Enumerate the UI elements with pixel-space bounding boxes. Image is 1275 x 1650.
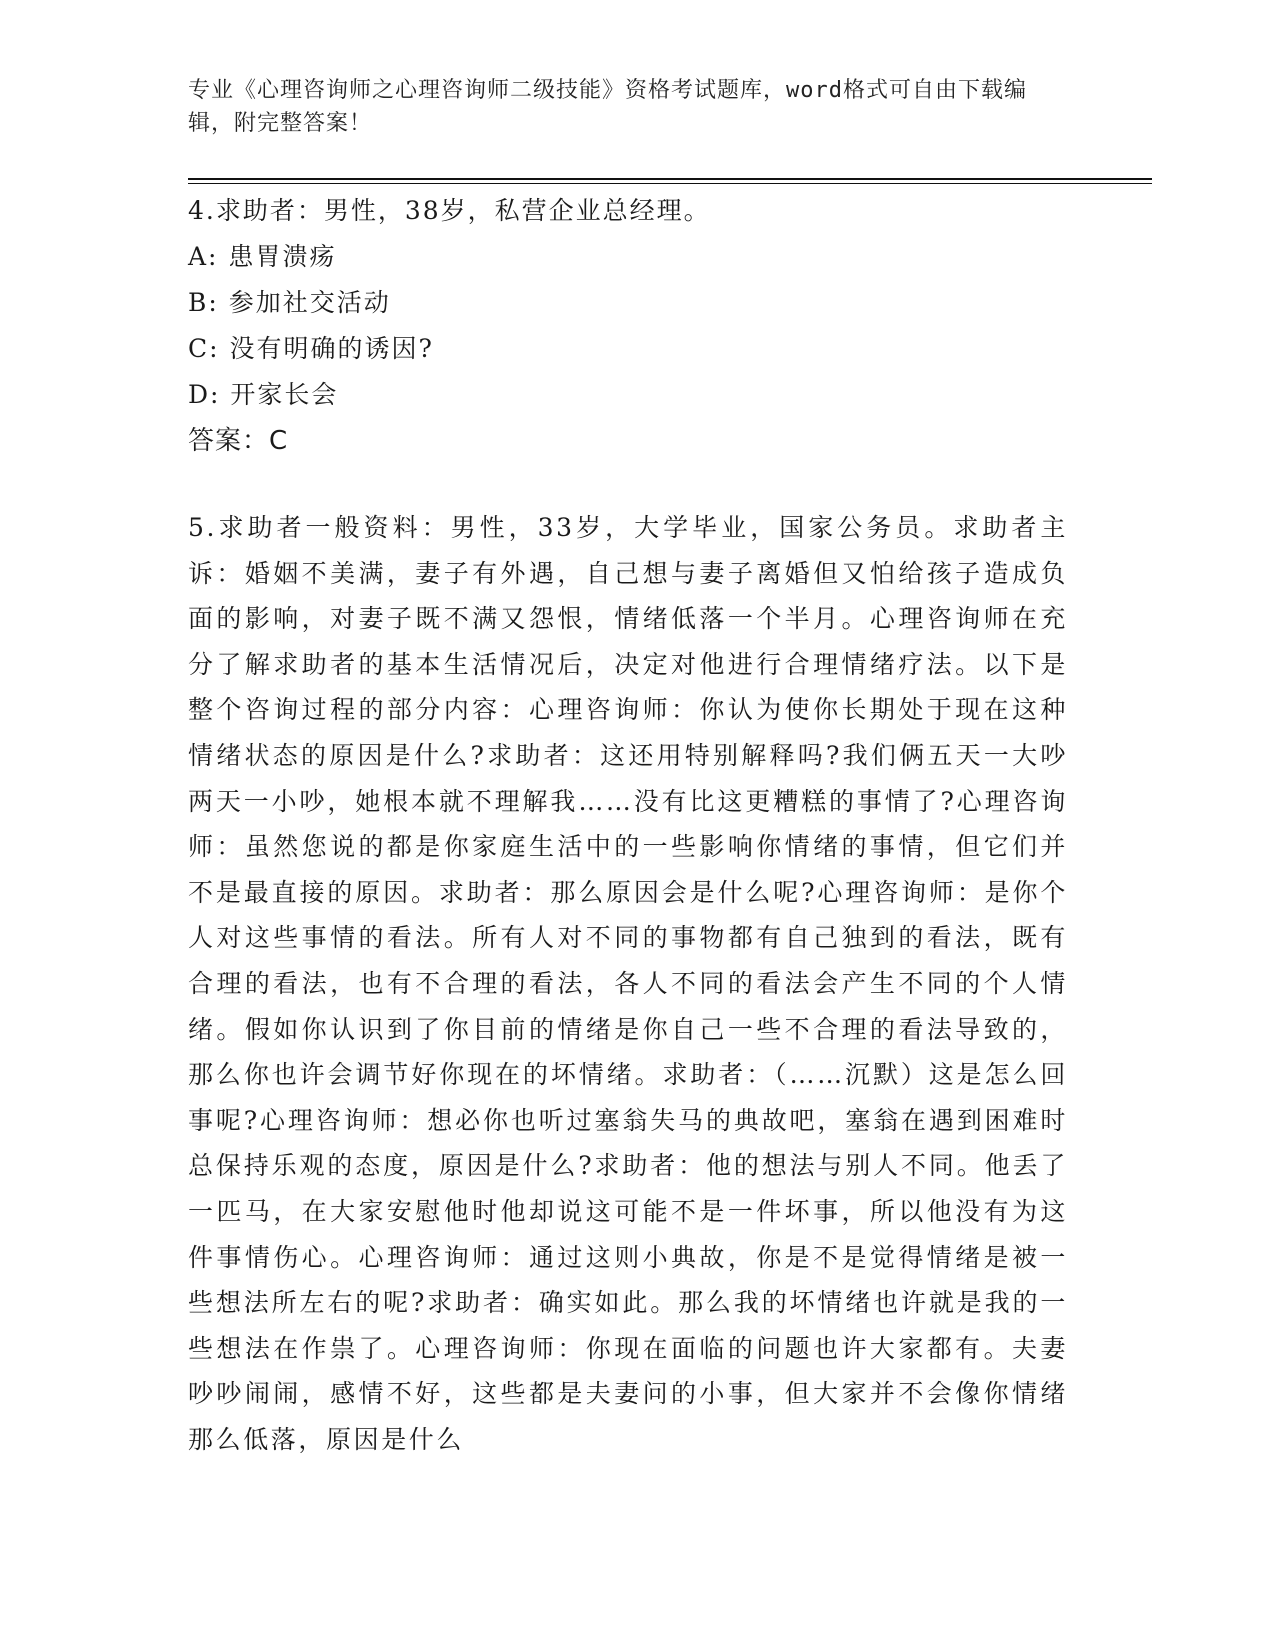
question-4-option-c: C: 没有明确的诱因?	[188, 334, 434, 363]
question-5-text: 5.求助者一般资料：男性，33岁，大学毕业，国家公务员。求助者主诉：婚姻不美满，妻子有外遇，自己想与妻子离婚但又怕给孩子造成负面的影响，对妻子既不满又怨恨，情绪低落一个半月。心理咨询师在充分了解求助者的基本生活情况后，决定对他进行合理情绪疗法。以下是整个咨询过程的部分内容：心理咨询师：你认为使你长期处于现在这种情绪状态的原因是什么?求助者：这还用特别解释吗?我们俩五天一大吵两天一小吵，她根本就不理解我……没有比这更糟糕的事情了?心理咨询师：虽然您说的都是你家庭生活中的一些影响你情绪的事情，但它们并不是最直接的原因。求助者：那么原因会是什么呢?心理咨询师：是你个人对这些事情的看法。所有人对不同的事物都有自己独到的看法，既有合理的看法，也有不合理的看法，各人不同的看法会产生不同的个人情绪。假如你认识到了你目前的情绪是你自己一些不合理的看法导致的，那么你也许会调节好你现在的坏情绪。求助者：（……沉默）这是怎么回事呢?心理咨询师：想必你也听过塞翁失马的典故吧，塞翁在遇到困难时总保持乐观的态度，原因是什么?求助者：他的想法与别人不同。他丢了一匹马，在大家安慰他时他却说这可能不是一件坏事，所以他没有为这件事情伤心。心理咨询师：通过这则小典故，你是不是觉得情绪是被一些想法所左右的呢?求助者：确实如此。那么我的坏情绪也许就是我的一些想法在作祟了。心理咨询师：你现在面临的问题也许大家都有。夫妻吵吵闹闹，感情不好，这些都是夫妻问的小事，但大家并不会像你情绪那么低落，原因是什么	[188, 513, 1068, 1454]
header-text: 专业《心理咨询师之心理咨询师二级技能》资格考试题库，word格式可自由下载编辑，附完整答案！	[188, 78, 1027, 136]
question-4-answer: 答案：C	[188, 426, 289, 456]
question-4-option-b: B: 参加社交活动	[188, 288, 391, 317]
header-divider-thick	[188, 178, 1152, 180]
document-header	[188, 74, 1068, 140]
question-4-option-a: A: 患胃溃疡	[188, 242, 337, 271]
question-4-option-d: D: 开家长会	[188, 380, 339, 409]
header-divider-thin	[188, 183, 1152, 184]
question-4-stem: 4.求助者：男性，38岁，私营企业总经理。	[188, 196, 711, 225]
question-4	[188, 188, 1088, 464]
question-5	[188, 505, 1068, 1462]
